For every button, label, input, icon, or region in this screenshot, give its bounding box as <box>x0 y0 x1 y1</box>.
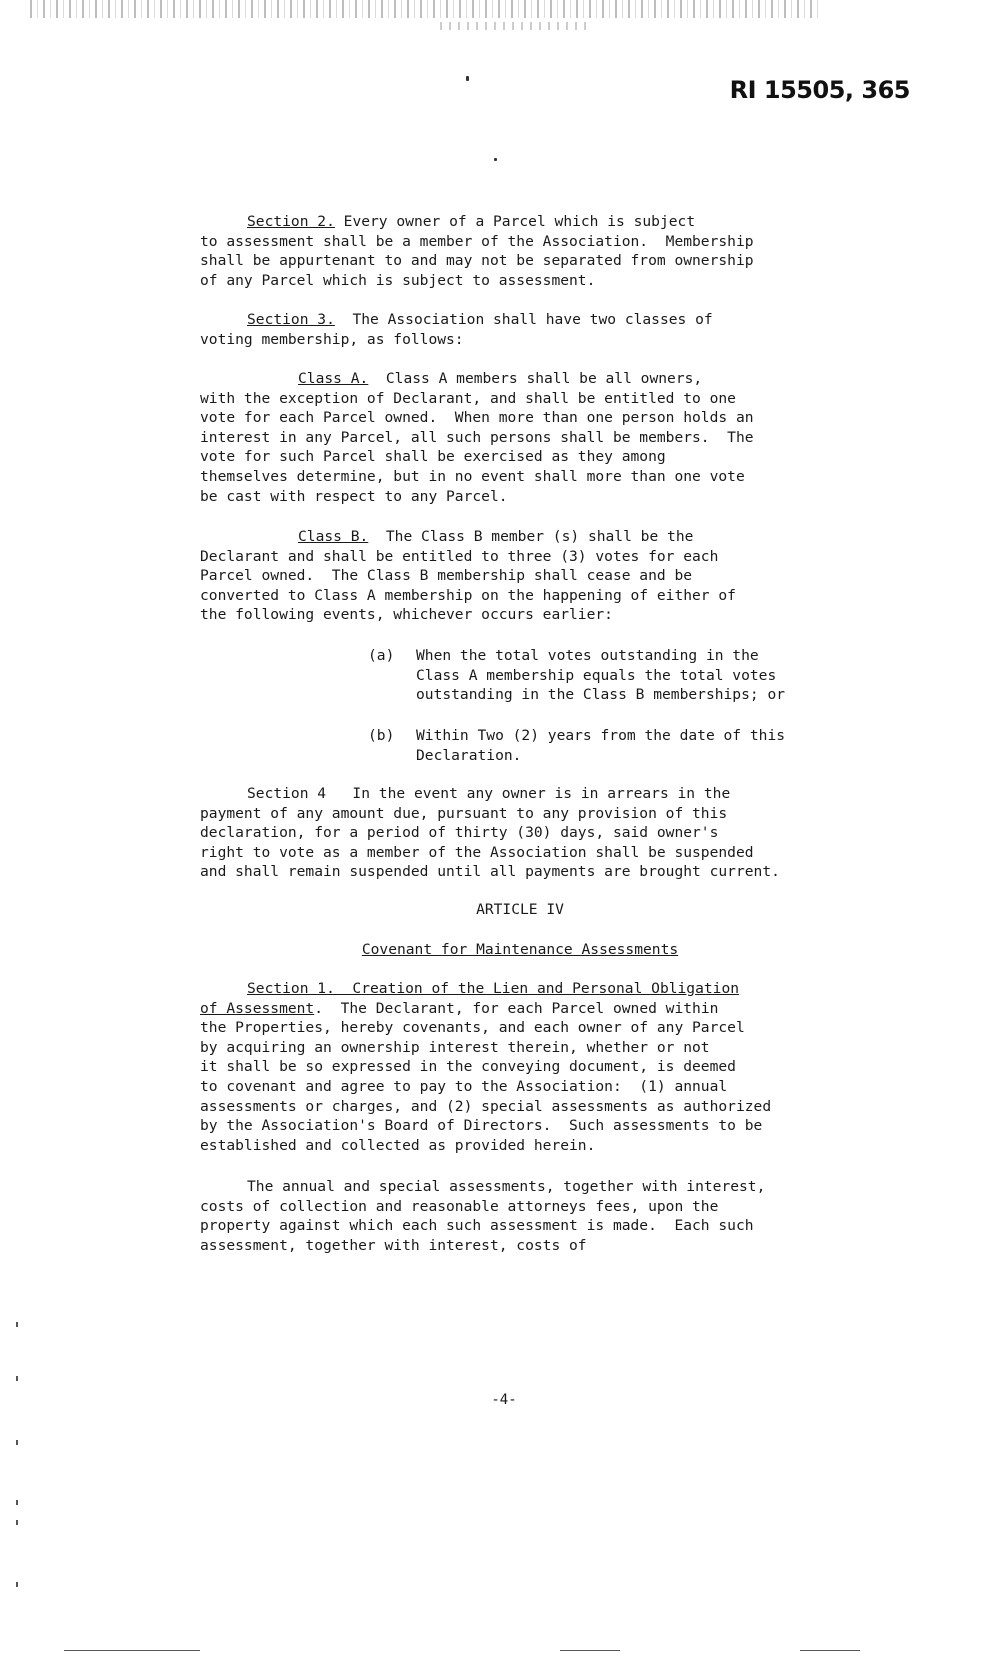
text-line: In the event any owner is in arrears in the <box>326 785 731 802</box>
text-line: outstanding in the Class B memberships; or <box>416 686 786 704</box>
scan-speck <box>494 158 497 161</box>
text-line: right to vote as a member of the Association shall be suspended <box>200 843 754 861</box>
article-4-section-1-paragraph <box>200 979 840 1155</box>
scan-noise-top-2 <box>440 22 590 30</box>
event-b-mark: (b) <box>368 727 395 744</box>
article-subtitle <box>200 940 840 960</box>
text-line: the Properties, hereby covenants, and each owner of any Parcel <box>200 1019 745 1037</box>
book-page-stamp: RI 15505, 365 <box>729 76 910 104</box>
scan-footer-line <box>64 1650 200 1651</box>
section-4-paragraph <box>200 784 840 882</box>
scan-edge-mark <box>16 1582 18 1587</box>
text-line: by acquiring an ownership interest therein, whether or not <box>200 1038 710 1056</box>
section-3-paragraph <box>200 310 840 349</box>
scan-edge-mark <box>16 1322 18 1327</box>
text-line: of any Parcel which is subject to assessment. <box>200 271 596 289</box>
text-line: Declaration. <box>416 746 522 764</box>
book-number: RI 15505 <box>729 76 845 104</box>
event-a-mark: (a) <box>368 647 395 664</box>
scan-edge-mark <box>16 1376 18 1381</box>
text-line: The annual and special assessments, together with interest, <box>247 1178 766 1195</box>
text-line: Every owner of a Parcel which is subject <box>334 213 696 230</box>
text-line: interest in any Parcel, all such persons shall be members. The <box>200 428 754 446</box>
text-line: property against which each such assessment is made. Each such <box>200 1217 754 1235</box>
text-line: the following events, whichever occurs earlier: <box>200 606 613 624</box>
event-b <box>368 726 848 765</box>
text-line: Class A members shall be all owners, <box>368 370 703 387</box>
text-line: themselves determine, but in no event shall more than one vote <box>200 467 745 485</box>
class-b-paragraph <box>200 527 840 625</box>
scan-edge-mark <box>16 1500 18 1505</box>
text-line: The Class B member (s) shall be the <box>368 528 694 545</box>
text-line: assessment, together with interest, costs of <box>200 1236 587 1254</box>
text-line: When the total votes outstanding in the <box>416 647 759 664</box>
scan-noise-top <box>30 0 820 18</box>
scan-footer-line <box>800 1650 860 1651</box>
section-4-heading: Section 4 <box>247 785 327 802</box>
text-line: and shall remain suspended until all payments are brought current. <box>200 863 780 881</box>
text-line: it shall be so expressed in the conveying document, is deemed <box>200 1058 736 1076</box>
text-line: Within Two (2) years from the date of this <box>416 727 786 744</box>
class-b-heading: Class B. <box>298 528 369 545</box>
article-4-section-1-heading-cont: of Assessment <box>200 999 315 1017</box>
text-line: to assessment shall be a member of the Association. Membership <box>200 232 754 250</box>
section-2-heading: Section 2. <box>247 213 335 230</box>
text-line: assessments or charges, and (2) special assessments as authorized <box>200 1097 772 1115</box>
scan-speck <box>466 76 469 81</box>
text-line: Parcel owned. The Class B membership shall cease and be <box>200 567 693 585</box>
class-a-heading: Class A. <box>298 370 369 387</box>
text-line: declaration, for a period of thirty (30) days, said owner's <box>200 824 719 842</box>
scan-footer-line <box>560 1650 620 1651</box>
text-line: The Association shall have two classes of <box>334 311 713 328</box>
article-4-section-1-heading: Section 1. Creation of the Lien and Personal Obligation <box>247 980 740 997</box>
text-line: by the Association's Board of Directors. Such assessments to be <box>200 1117 763 1135</box>
text-line: Class A membership equals the total votes <box>416 666 777 684</box>
text-line: vote for each Parcel owned. When more than one person holds an <box>200 409 754 427</box>
text-line: converted to Class A membership on the happening of either of <box>200 586 736 604</box>
annual-assessments-paragraph <box>200 1177 840 1255</box>
text-line: shall be appurtenant to and may not be separated from ownership <box>200 252 754 270</box>
text-line: established and collected as provided herein. <box>200 1136 596 1154</box>
text-line: voting membership, as follows: <box>200 330 464 348</box>
section-3-heading: Section 3. <box>247 311 335 328</box>
text-line: vote for such Parcel shall be exercised as they among <box>200 448 666 466</box>
scan-edge-mark <box>16 1440 18 1445</box>
text-line: be cast with respect to any Parcel. <box>200 487 508 505</box>
text-line: with the exception of Declarant, and shall be entitled to one <box>200 389 736 407</box>
text-line: . The Declarant, for each Parcel owned within <box>314 999 719 1017</box>
section-2-paragraph <box>200 212 840 290</box>
text-line: Declarant and shall be entitled to three (3) votes for each <box>200 547 719 565</box>
text-line: to covenant and agree to pay to the Association: (1) annual <box>200 1077 728 1095</box>
page-footer-number: -4- <box>491 1392 517 1408</box>
text-line: costs of collection and reasonable attorneys fees, upon the <box>200 1197 719 1215</box>
page-number-stamp: 365 <box>861 76 910 104</box>
article-title: ARTICLE IV <box>476 901 564 918</box>
article-subtitle-text: Covenant for Maintenance Assessments <box>361 941 679 958</box>
scan-edge-mark <box>16 1520 18 1525</box>
event-a <box>368 646 848 705</box>
text-line: payment of any amount due, pursuant to any provision of this <box>200 804 728 822</box>
class-a-paragraph <box>200 369 840 506</box>
